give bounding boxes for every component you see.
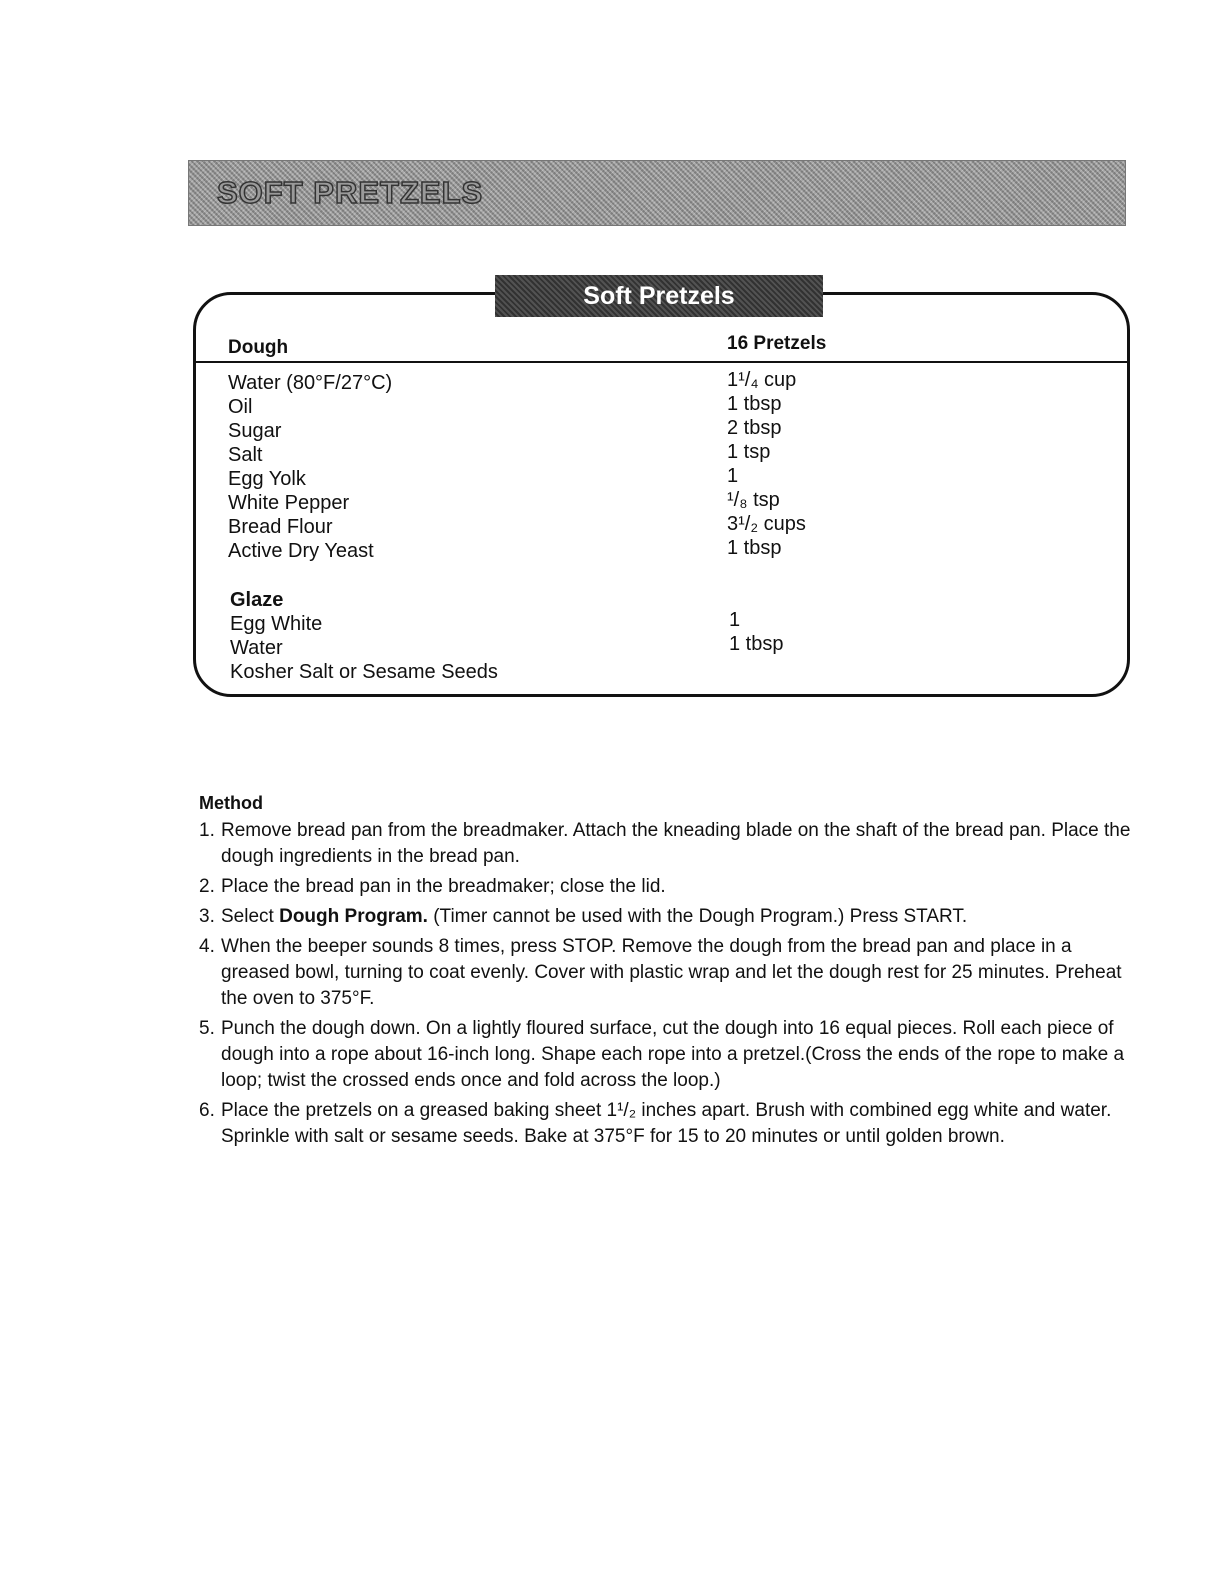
ingredient-name: Egg White [230, 613, 323, 635]
step-text: Remove bread pan from the breadmaker. Attach the kneading blade on the shaft of the bread pan. Place the dough ingredients in the bread pan. [221, 820, 1131, 867]
ingredient-name: Water [230, 637, 283, 659]
step-text-pre: Select [221, 906, 280, 927]
step-text-post: (Timer cannot be used with the Dough Program.) Press START. [427, 906, 968, 927]
dough-heading: Dough [228, 337, 289, 358]
dough-ingredient-quantities [727, 368, 806, 560]
method-step [199, 1098, 1139, 1150]
ingredient-name: Active Dry Yeast [228, 540, 374, 562]
recipe-badge: Soft Pretzels [495, 275, 823, 317]
step-text: Place the pretzels on a greased baking sheet 1¹/₂ inches apart. Brush with combined egg white and water. Sprinkle with salt or sesame seeds. Bake at 375°F for 15 to 20 minutes or until golden brown. [221, 1100, 1112, 1147]
method-step [199, 904, 1139, 930]
ingredient-name: Water (80°F/27°C) [228, 372, 393, 394]
step-number: 6. [199, 1100, 215, 1121]
method-step [199, 818, 1139, 870]
glaze-ingredient-quantities [729, 608, 783, 656]
ingredient-qty: 1 tbsp [727, 393, 782, 415]
method-steps [199, 818, 1139, 1154]
glaze-heading: Glaze [230, 589, 284, 611]
ingredient-qty: ¹/₈ tsp [727, 489, 780, 511]
step-text: Place the bread pan in the breadmaker; close the lid. [221, 876, 666, 897]
ingredient-qty: 1 tbsp [727, 537, 782, 559]
step-number: 4. [199, 936, 215, 957]
ingredient-qty: 1 tsp [727, 441, 771, 463]
method-title: Method [199, 793, 263, 813]
section-title: SOFT PRETZELS [217, 175, 484, 210]
ingredient-name: Sugar [228, 420, 282, 442]
method-step [199, 934, 1139, 1012]
step-text: When the beeper sounds 8 times, press STOP. Remove the dough from the bread pan and place in a greased bowl, turning to coat evenly. Cover with plastic wrap and let the dough rest for 25 minutes. Preheat the oven to 375°F. [221, 936, 1122, 1009]
ingredient-name: Salt [228, 444, 263, 466]
ingredient-name: Bread Flour [228, 516, 333, 538]
ingredient-name: White Pepper [228, 492, 350, 514]
header-rule [196, 361, 1130, 363]
glaze-ingredient-names [230, 588, 498, 684]
section-header-bar [188, 160, 1126, 226]
step-number: 1. [199, 820, 215, 841]
dough-ingredient-names [228, 371, 392, 563]
ingredient-qty: 1 tbsp [729, 633, 784, 655]
method-step [199, 874, 1139, 900]
ingredient-qty: 1¹/₄ cup [727, 369, 797, 391]
step-number: 2. [199, 876, 215, 897]
method-step [199, 1016, 1139, 1094]
ingredient-name: Kosher Salt or Sesame Seeds [230, 661, 498, 683]
step-number: 3. [199, 906, 215, 927]
ingredient-qty: 1 [727, 465, 739, 487]
ingredient-qty: 3¹/₂ cups [727, 513, 806, 535]
dough-program-label: Dough Program. [279, 906, 428, 927]
step-text: Punch the dough down. On a lightly floured surface, cut the dough into 16 equal pieces. Roll each piece of dough into a rope about 16-inch long. Shape each rope into a pretzel.(Cross the ends of the rope to make a loop; twist the crossed ends once and fold across the loop.) [221, 1018, 1125, 1091]
ingredient-name: Egg Yolk [228, 468, 306, 490]
ingredient-name: Oil [228, 396, 253, 418]
ingredient-qty: 1 [729, 609, 741, 631]
ingredient-qty: 2 tbsp [727, 417, 782, 439]
step-text [221, 904, 1139, 930]
step-number: 5. [199, 1018, 215, 1039]
yield-heading: 16 Pretzels [727, 333, 827, 354]
